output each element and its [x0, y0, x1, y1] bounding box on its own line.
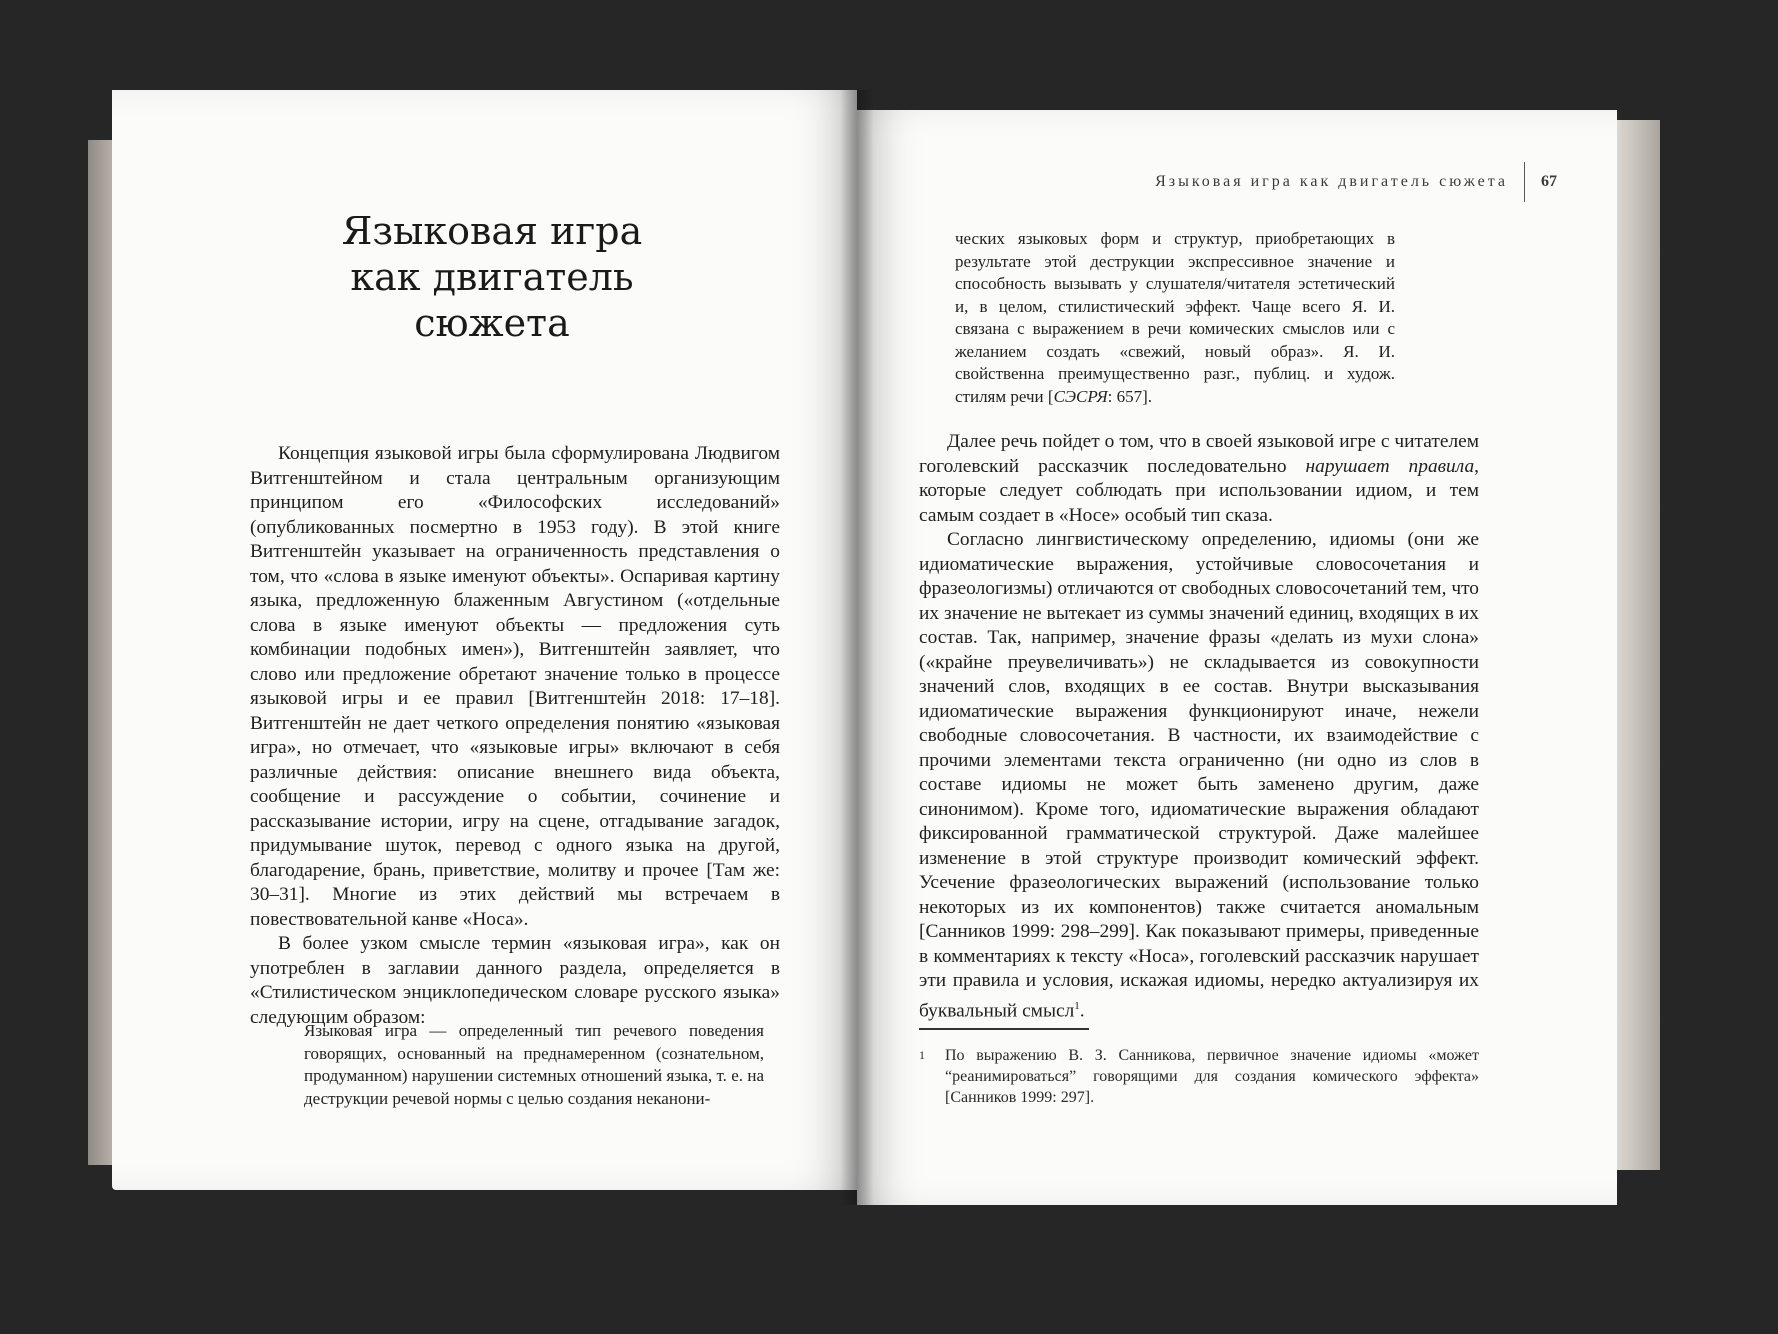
chapter-title-line-2: как двигатель сюжета	[350, 255, 634, 345]
paragraph: Концепция языковой игры была сформулирована Людвигом Витгенштейном и стала центральным организующим принципом его «Философских исследований» (опубликованных посмертно в 1953 году). В этой книге Витгенштейн указывает на ограниченность представления о том, что «слова в языке именуют объекты». Оспаривая картину языка, предложенную блаженным Августином («отдельные слова в языке именуют объекты — предложения суть комбинации подобных имен»), Витгенштейн заявляет, что слово или предложение обретают значение только в процессе языковой игры и ее правил [Витгенштейн 2018: 17–18]. Витгенштейн не дает четкого определения понятию «языковая игра», но отмечает, что «языковые игры» включают в себя различные действия: описание внешнего вида объекта, сообщение и рассуждение о событии, сочинение и рассказывание истории, игру на сцене, отгадывание загадок, придумывание шуток, перевод с одного языка на другой, благодарение, брань, приветствие, молитву и прочее [Там же: 30–31]. Многие из этих действий мы встречаем в повествовательной канве «Носа».	[250, 443, 780, 930]
chapter-title-line-1: Языковая игра	[341, 209, 643, 253]
right-body-text	[919, 430, 1479, 1023]
left-body-text	[250, 442, 780, 1030]
footnote-text: По выражению В. З. Санникова, первичное значение идиомы «может “реанимироваться” говорящими для создания комического эффекта» [Санников 1999: 297].	[945, 1047, 1479, 1106]
paragraph-text: Далее речь пойдет о том, что в своей языковой игре с читателем гоголевский рассказчик последовательно	[919, 431, 1479, 477]
book-gutter	[840, 90, 874, 1205]
page-number: 67	[1541, 173, 1557, 190]
footnote-number: 1	[919, 1048, 925, 1062]
running-head-divider	[1524, 162, 1525, 202]
footnote-reference: 1	[1074, 999, 1080, 1012]
quote-reference-abbrev: СЭСРЯ	[1053, 386, 1108, 406]
footnote	[919, 1045, 1479, 1108]
paragraph	[919, 430, 1479, 528]
paragraph-text: .	[1079, 999, 1085, 1021]
running-head	[1155, 162, 1557, 202]
paragraph	[919, 528, 1479, 1023]
running-head-title: Языковая игра как двигатель сюжета	[1155, 173, 1508, 190]
quote-text: ческих языковых форм и структур, приобретающих в результате этой деструкции экспрессивное значение и способность вызывать у слушателя/читателя эстетический и, в целом, стилистический эффект. Чаще всего Я. И. связана с выражением в речи комических смыслов или с желанием создать «свежий, новый образ». Я. И. свойственна преимущественно разг., публиц. и худож. стилям речи [	[955, 229, 1395, 406]
block-quote: Языковая игра — определенный тип речевого поведения говорящих, основанный на преднамеренном (сознательном, продуманном) нарушении системных отношений языка, т. е. на деструкции речевой нормы с целью создания неканони-	[304, 1021, 764, 1108]
footnote-divider	[919, 1028, 1089, 1030]
paragraph-text: Согласно лингвистическому определению, идиомы (они же идиоматические выражения, устойчивые словосочетания и фразеологизмы) отличаются от свободных словосочетаний тем, что их значение не вытекает из суммы значений единиц, входящих в их состав. Так, например, значение фразы «делать из мухи слона» («крайне преувеличивать») не складывается из совокупности значений слов, входящих в ее состав. Внутри высказывания идиоматические выражения функционируют иначе, нежели свободные словосочетания. В частности, их взаимодействие с прочими элементами текста ограниченно (ни одно из слов в составе идиомы не может быть заменено другим, даже синонимом). Кроме того, идиоматические выражения обладают фиксированной грамматической структурой. Даже малейшее изменение в этой структуре производит комический эффект. Усечение фразеологических выражений (использование только некоторых из их компонентов) также считается аномальным [Санников 1999: 298–299]. Как показывают примеры, приведенные в комментариях к тексту «Носа», гоголевский рассказчик нарушает эти правила и условия, искажая идиомы, нередко актуализируя их буквальный смысл	[919, 529, 1479, 1021]
paragraph: В более узком смысле термин «языковая игра», как он употреблен в заглавии данного раздела, определяется в «Стилистическом энциклопедическом словаре русского языка» следующим образом:	[250, 933, 780, 1028]
chapter-title	[272, 208, 712, 346]
block-quote-continued	[955, 228, 1395, 408]
open-book	[80, 90, 1660, 1255]
right-page	[857, 110, 1617, 1205]
emphasis: нарушает правила	[1305, 455, 1475, 477]
quote-reference-page: : 657].	[1107, 386, 1153, 406]
paragraph-text: , которые следует соблюдать при использовании идиом, и тем самым создает в «Носе» особый тип сказа.	[919, 455, 1479, 526]
left-page	[112, 90, 857, 1190]
